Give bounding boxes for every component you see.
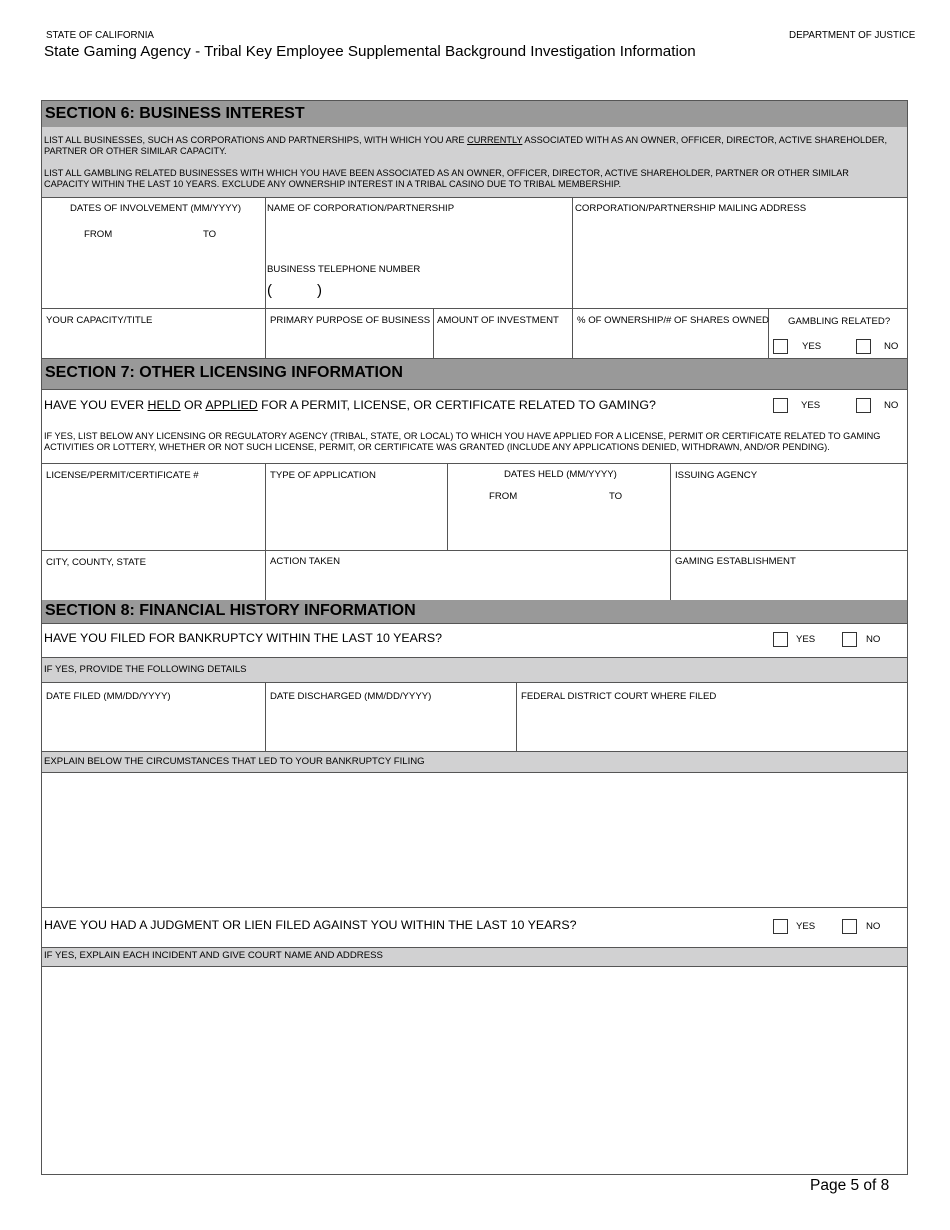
business-phone-label: BUSINESS TELEPHONE NUMBER [267,264,421,275]
licensing-instructions: IF YES, LIST BELOW ANY LICENSING OR REGULATORY AGENCY (TRIBAL, STATE, OR LOCAL) TO WHICH YOU HAVE APPLIED FOR A LICENSE, PERMIT OR CERTIFICATE RELATED TO GAMING ACTIVITIES OR LOTTERY, WHETHER OR NOT SUCH LICENSE, PERMIT, OR CERTIFICATE WAS GRANTED (INCLUDE ANY APPLICATIONS DENIED, WITHDRAWN, AND/OR PENDING). [44,431,881,452]
judgment-lien-yes-label: YES [796,921,816,932]
mailing-address-label: CORPORATION/PARTNERSHIP MAILING ADDRESS [575,203,807,214]
bankruptcy-details-label: IF YES, PROVIDE THE FOLLOWING DETAILS [44,664,247,675]
date-discharged-field[interactable] [268,705,513,749]
gaming-license-no-checkbox[interactable] [856,398,871,413]
gaming-license-yes-label: YES [801,400,821,411]
phone-area-open: ( [267,282,272,299]
action-taken-label: ACTION TAKEN [270,556,341,567]
federal-court-label: FEDERAL DISTRICT COURT WHERE FILED [521,691,717,702]
dates-held-from-label: FROM [489,491,518,502]
bankruptcy-explanation-field[interactable] [44,775,905,905]
city-county-state-field[interactable] [44,571,262,598]
gambling-related-no-label: NO [884,341,899,352]
amount-of-investment-label: AMOUNT OF INVESTMENT [437,315,559,326]
license-number-label: LICENSE/PERMIT/CERTIFICATE # [46,470,199,481]
gaming-license-question: HAVE YOU EVER HELD OR APPLIED FOR A PERMIT, LICENSE, OR CERTIFICATE RELATED TO GAMING? [44,398,656,412]
gaming-license-yes-checkbox[interactable] [773,398,788,413]
gaming-establishment-field[interactable] [673,570,905,598]
business-phone-field[interactable] [267,280,569,306]
corporation-name-field[interactable] [267,216,569,260]
ownership-field[interactable] [575,328,766,356]
section-6-instruction-gambling: LIST ALL GAMBLING RELATED BUSINESSES WITH WHICH YOU HAVE BEEN ASSOCIATED AS AN OWNER, OFFICER, DIRECTOR, ACTIVE SHAREHOLDER, PARTNER OR OTHER SIMILAR CAPACITY WITHIN THE LAST 10 YEARS. EXCLUDE ANY OWNERSHIP INTEREST IN A TRIBAL CASINO DUE TO TRIBAL MEMBERSHIP. [44,168,849,189]
gambling-related-label: GAMBLING RELATED? [788,316,891,327]
gaming-establishment-label: GAMING ESTABLISHMENT [675,556,796,567]
dates-held-label: DATES HELD (MM/YYYY) [504,469,617,480]
department-label: DEPARTMENT OF JUSTICE [789,30,916,41]
page-number: Page 5 of 8 [810,1177,890,1194]
primary-purpose-label: PRIMARY PURPOSE OF BUSINESS [270,315,431,326]
section-8-heading: SECTION 8: FINANCIAL HISTORY INFORMATION [42,600,907,623]
form-title: State Gaming Agency - Tribal Key Employee Supplemental Background Investigation Information [44,43,696,60]
bankruptcy-explain-label: EXPLAIN BELOW THE CIRCUMSTANCES THAT LED TO YOUR BANKRUPTCY FILING [44,756,425,767]
issuing-agency-field[interactable] [673,484,905,547]
primary-purpose-field[interactable] [268,328,431,356]
judgment-lien-no-checkbox[interactable] [842,919,857,934]
dates-of-involvement-field[interactable] [44,215,262,305]
judgment-explain-label: IF YES, EXPLAIN EACH INCIDENT AND GIVE COURT NAME AND ADDRESS [44,950,383,961]
federal-court-field[interactable] [519,705,905,749]
section-7-heading: SECTION 7: OTHER LICENSING INFORMATION [42,359,907,389]
bankruptcy-no-label: NO [866,634,881,645]
dates-held-field[interactable] [450,505,668,547]
section-6-instruction-current: LIST ALL BUSINESSES, SUCH AS CORPORATIONS AND PARTNERSHIPS, WITH WHICH YOU ARE CURRENTLY ASSOCIATED WITH AS AN OWNER, OFFICER, DIRECTOR, ACTIVE SHAREHOLDER, PARTNER OR OTHER SIMILAR CAPACITY. [44,135,888,156]
action-taken-field[interactable] [268,570,667,598]
issuing-agency-label: ISSUING AGENCY [675,470,758,481]
involvement-from-label: FROM [84,229,113,240]
gambling-related-yes-checkbox[interactable] [773,339,788,354]
dates-held-to-label: TO [609,491,623,502]
involvement-to-label: TO [203,229,217,240]
judgment-explanation-field[interactable] [44,969,905,1172]
date-discharged-label: DATE DISCHARGED (MM/DD/YYYY) [270,691,432,702]
bankruptcy-question: HAVE YOU FILED FOR BANKRUPTCY WITHIN THE LAST 10 YEARS? [44,631,442,645]
corporation-name-label: NAME OF CORPORATION/PARTNERSHIP [267,203,455,214]
capacity-title-field[interactable] [44,328,262,356]
bankruptcy-yes-checkbox[interactable] [773,632,788,647]
judgment-lien-question: HAVE YOU HAD A JUDGMENT OR LIEN FILED AGAINST YOU WITHIN THE LAST 10 YEARS? [44,918,577,932]
judgment-lien-no-label: NO [866,921,881,932]
date-filed-field[interactable] [44,705,262,749]
ownership-label: % OF OWNERSHIP/# OF SHARES OWNED [577,315,769,326]
judgment-lien-yes-checkbox[interactable] [773,919,788,934]
license-number-field[interactable] [44,484,262,547]
bankruptcy-yes-label: YES [796,634,816,645]
gaming-license-no-label: NO [884,400,899,411]
gambling-related-yes-label: YES [802,341,822,352]
type-of-application-field[interactable] [268,484,444,547]
date-filed-label: DATE FILED (MM/DD/YYYY) [46,691,171,702]
state-label: STATE OF CALIFORNIA [46,30,154,41]
mailing-address-field[interactable] [575,216,905,306]
dates-of-involvement-label: DATES OF INVOLVEMENT (MM/YYYY) [70,203,242,214]
type-of-application-label: TYPE OF APPLICATION [270,470,376,481]
capacity-title-label: YOUR CAPACITY/TITLE [46,315,153,326]
city-county-state-label: CITY, COUNTY, STATE [46,557,147,568]
section-6-heading: SECTION 6: BUSINESS INTEREST [42,101,907,127]
phone-area-close: ) [317,282,322,299]
bankruptcy-no-checkbox[interactable] [842,632,857,647]
gambling-related-no-checkbox[interactable] [856,339,871,354]
amount-of-investment-field[interactable] [435,328,570,356]
